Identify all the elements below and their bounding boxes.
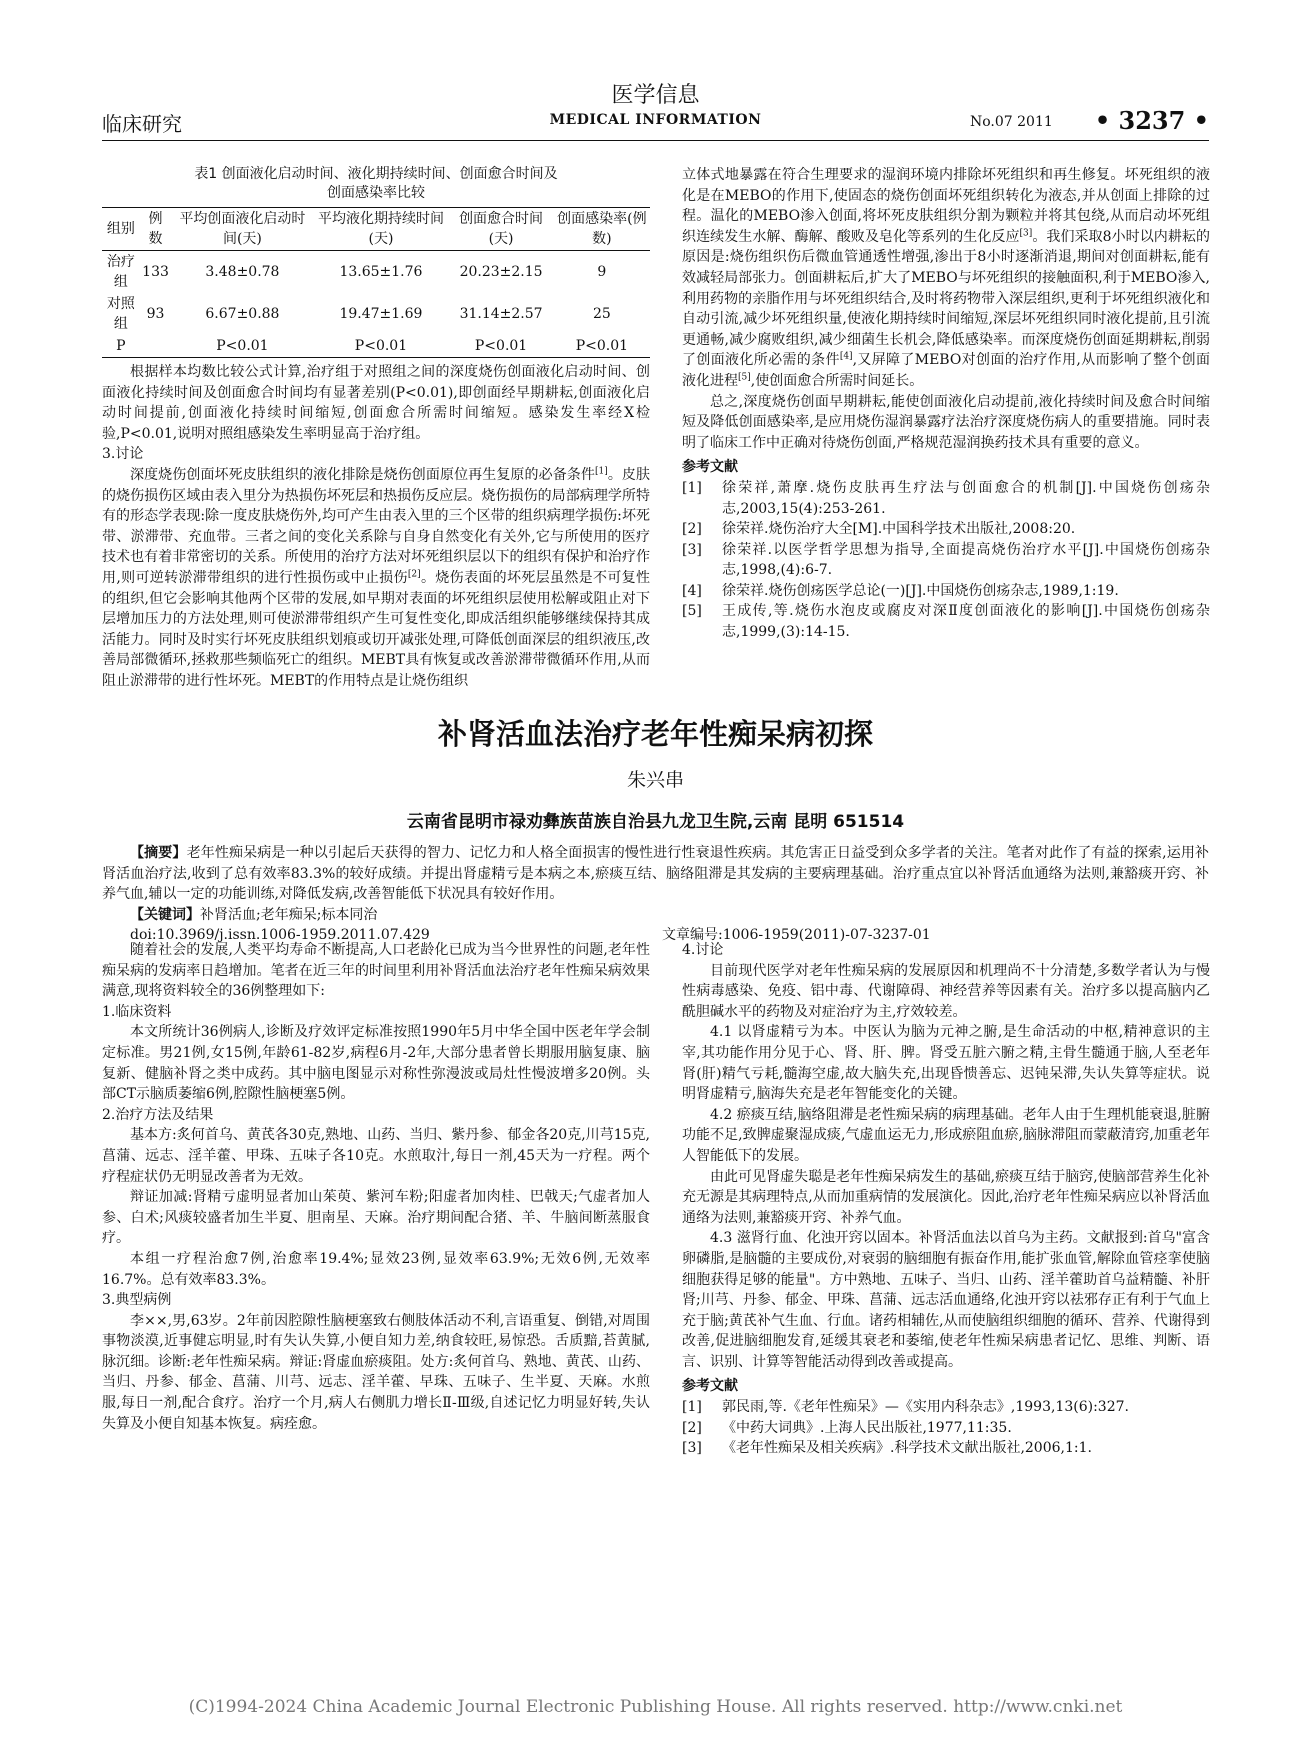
table-cell: 31.14±2.57: [459, 306, 543, 322]
table-cell: 6.67±0.88: [205, 306, 280, 322]
journal-title-en: MEDICAL INFORMATION: [549, 112, 762, 128]
article-title: 补肾活血法治疗老年性痴呆病初探: [437, 717, 873, 751]
table1: [102, 207, 650, 358]
section-name: 临床研究: [102, 112, 182, 136]
paragraph: 立体式地暴露在符合生理要求的湿润环境内排除坏死组织和再生修复。坏死组织的液化是在MEBO的作用下,使固态的烧伤创面坏死组织转化为液态,并从创面上排除的过程。温化的MEBO渗入创面,将坏死皮肤组织分割为颗粒并将其包绕,从而启动坏死组织连续发生水解、酶解、酸败及皂化等系列的生化反应[3]。我们采取8小时以内耕耘的原因是:烧伤组织伤后微血管通透性增强,渗出于8小时逐渐消退,期间对创面耕耘,能有效减轻局部张力。创面耕耘后,扩大了MEBO与坏死组织的接触面积,利于MEBO渗入,利用药物的亲脂作用与坏死组织结合,及时将药物带入深层组织,更利于坏死组织液化和自动引流,减少坏死组织量,使液化期持续时间缩短,深层坏死组织同时液化提前,且引流更通畅,减少腐败组织,减少细菌生长机会,降低感染率。而深度烧伤创面延期耕耘,削弱了创面液化所必需的条件[4],又屏障了MEBO对创面的治疗作用,从而影响了整个创面液化进程[5],使创面愈合所需时间延长。: [682, 167, 1211, 389]
table-cell: 3.48±0.78: [205, 264, 280, 280]
table-cell: 9: [597, 264, 607, 280]
reference-item: [4] 徐荣祥.烧伤创疡医学总论(一)[J].中国烧伤创疡杂志,1989,1:19.: [682, 582, 1119, 599]
paragraph: 根据样本均数比较公式计算,治疗组于对照组之间的深度烧伤创面液化启动时间、创面液化持续时间及创面愈合时间均有显著差别(P<0.01),即创面经早期耕耘,创面液化启动时间提前,创面液化持续时间缩短,创面愈合所需时间缩短。感染发生率经X检验,P<0.01,说明对照组感染发生率明显高于治疗组。: [102, 364, 650, 442]
table-header-cell: 例数: [140, 208, 172, 251]
table-header-cell: 平均创面液化启动时间(天): [171, 208, 313, 251]
paragraph: 4.2 瘀痰互结,脑络阻滞是老性痴呆病的病理基础。老年人由于生理机能衰退,脏腑功能不足,致脾虚聚湿成痰,气虚血运无力,形成瘀阻血瘀,脑脉滞阻而蒙蔽清窍,加重老年人智能低下的发展。: [682, 1106, 1210, 1164]
table-row: [102, 335, 650, 358]
copyright-footer: (C)1994-2024 China Academic Journal Electronic Publishing House. All rights reserved. http://www.cnki.net: [188, 1697, 1123, 1717]
keywords: 【关键词】补肾活血;老年痴呆;标本同治: [130, 906, 378, 923]
article2-left-column: [102, 940, 650, 1434]
paragraph: 李××,男,63岁。2年前因腔隙性脑梗塞致右侧肢体活动不利,言语重复、倒错,对周围事物淡漠,近事健忘明显,时有失认失算,小便自知力差,纳食较旺,易惊恐。舌质黯,苔黄腻,脉沉细。诊断:老年性痴呆病。辩证:肾虚血瘀痰阻。处方:炙何首乌、熟地、黄芪、山药、当归、丹参、郁金、菖蒲、川芎、远志、淫羊藿、早珠、五味子、生半夏、天麻。水煎服,每日一剂,配合食疗。治疗一个月,病人右侧肌力增长Ⅱ-Ⅲ级,自述记忆力明显好转,失认失算及小便自知基本恢复。病痊愈。: [102, 1312, 650, 1432]
citation: [1]: [594, 466, 608, 477]
article1-left-column: [102, 165, 650, 692]
table-cell: P: [102, 335, 140, 358]
table-cell: 对照组: [106, 296, 135, 332]
table-cell: [140, 335, 172, 358]
table-cell: P<0.01: [554, 335, 650, 358]
paragraph: 基本方:炙何首乌、黄芪各30克,熟地、山药、当归、紫丹参、郁金各20克,川芎15克,菖蒲、远志、淫羊藿、甲珠、五味子各10克。水煎取汁,每日一剂,45天为一疗程。两个疗程症状仍无明显改善者为无效。: [102, 1127, 650, 1185]
table-cell: 93: [146, 306, 165, 322]
affiliation: 云南省昆明市禄劝彝族苗族自治县九龙卫生院,云南 昆明 651514: [406, 812, 905, 832]
abstract-block: [102, 843, 1209, 946]
table-header-cell: 创面感染率(例数): [554, 208, 650, 251]
citation: [4]: [839, 351, 853, 362]
journal-title: 医学信息: [611, 83, 700, 108]
paragraph: 目前现代医学对老年性痴呆病的发展原因和机理尚不十分清楚,多数学者认为与慢性病毒感染、免疫、铝中毒、代谢障碍、神经营养等因素有关。治疗多以提高脑内乙酰胆碱水平的药物及对症治疗为主,疗效较差。: [682, 962, 1210, 1020]
paragraph: 4.3 滋肾行血、化浊开窍以固本。补肾活血法以首乌为主药。文献报到:首乌"富含卵磷脂,是脑髓的主要成份,对衰弱的脑细胞有振奋作用,能扩张血管,解除血管痉挛使脑细胞获得足够的能量"。方中熟地、五味子、当归、山药、淫羊藿助首乌益精髓、补肝肾;川芎、丹参、郁金、甲珠、菖蒲、远志活血通络,化浊开窍以祛邪存正有利于气血上充于脑;黄芪补气生血、行血。诸药相辅佐,从而使脑组织细胞的循环、营养、代谢得到改善,促进脑细胞发育,延缓其衰老和萎缩,使老年性痴呆病患者记忆、思维、判断、语言、识别、计算等智能活动得到改善或提高。: [682, 1230, 1210, 1370]
table-row: [102, 293, 650, 335]
header-rule: [102, 140, 1209, 141]
references-heading: 参考文献: [682, 1378, 738, 1395]
table-header-cell: 平均液化期持续时间(天): [314, 208, 449, 251]
citation: [3]: [1019, 228, 1033, 239]
table-cell: P<0.01: [171, 335, 313, 358]
section-heading: 3.讨论: [102, 446, 144, 463]
table-cell: 25: [592, 306, 611, 322]
article-number: 文章编号:1006-1959(2011)-07-3237-01: [662, 927, 931, 944]
running-header: [102, 78, 1209, 138]
citation: [5]: [738, 372, 751, 383]
citation: [2]: [407, 569, 421, 580]
abstract: 【摘要】老年性痴呆病是一种以引起后天获得的智力、记忆力和人格全面损害的慢性进行性衰退性疾病。其危害正日益受到众多学者的关注。笔者对此作了有益的探索,运用补肾活血治疗法,收到了总有效率83.3%的较好成绩。并提出肾虚精亏是本病之本,瘀痰互结、脑络阻滞是其发病的主要病理基础。治疗重点宜以补肾活血通络为法则,兼豁痰开窍、补养气血,辅以一定的功能训练,对降低发病,改善智能低下状况具有较好作用。: [102, 845, 1210, 903]
reference-item: [1] 徐荣祥,萧摩.烧伤皮肤再生疗法与创面愈合的机制[J].中国烧伤创疡杂志,2003,15(4):253-261.: [682, 479, 1210, 517]
table-header-row: [102, 208, 650, 251]
paragraph: 总之,深度烧伤创面早期耕耘,能使创面液化启动提前,液化持续时间及愈合时间缩短及降低创面感染率,是应用烧伤湿润暴露疗法治疗深度烧伤病人的重要措施。同时表明了临床工作中正确对待烧伤创面,严格规范湿润换药技术具有重要的意义。: [682, 393, 1210, 451]
references-list: [682, 478, 1210, 643]
abstract-label: 【摘要】: [130, 845, 187, 861]
table-cell: 20.23±2.15: [459, 264, 543, 280]
article1-right-column: [682, 165, 1210, 643]
reference-item: [1] 郭民雨,等.《老年性痴呆》—《实用内科杂志》,1993,13(6):327.: [682, 1399, 1129, 1416]
paragraph: 本文所统计36例病人,诊断及疗效评定标准按照1990年5月中华全国中医老年学会制定标准。男21例,女15例,年龄61-82岁,病程6月-2年,大部分患者曾长期服用脑复康、脑复新、健脑补肾之类中成药。其中脑电图显示对称性弥漫波或局灶性慢波增多20例。头部CT示脑质萎缩6例,腔隙性脑梗塞5例。: [102, 1024, 650, 1103]
paragraph: 由此可见肾虚失聪是老年性痴呆病发生的基础,瘀痰互结于脑窍,使脑部营养生化补充无源是其病理特点,从而加重病情的发展演化。因此,治疗老年性痴呆病应以补肾活血通络为法则,兼豁痰开窍、补养气血。: [682, 1168, 1210, 1226]
page-number: • 3237 •: [1094, 106, 1209, 135]
table-cell: P<0.01: [314, 335, 449, 358]
table1-caption: 表1 创面液化启动时间、液化期持续时间、创面愈合时间及 创面感染率比较: [194, 166, 558, 201]
table-cell: 19.47±1.69: [339, 306, 423, 322]
reference-item: [2] 《中药大词典》.上海人民出版社,1977,11:35.: [682, 1419, 1012, 1436]
section-heading: 1.临床资料: [102, 1003, 172, 1020]
references-heading: 参考文献: [682, 459, 738, 476]
article2-right-column: [682, 940, 1210, 1459]
reference-item: [5] 王成传,等.烧伤水泡皮或腐皮对深Ⅱ度创面液化的影响[J].中国烧伤创疡杂志,1999,(3):14-15.: [682, 603, 1210, 641]
paragraph: 深度烧伤创面坏死皮肤组织的液化排除是烧伤创面原位再生复原的必备条件[1]。皮肤的烧伤损伤区域由表入里分为热损伤坏死层和热损伤反应层。烧伤损伤的局部病理学所特有的形态学表现:除一度皮肤烧伤外,均可产生由表入里的三个区带的组织病理学损伤:坏死带、淤滞带、充血带。三者之间的变化关系除与自身自然变化有关外,它与所使用的医疗技术也有着非常密切的关系。所使用的治疗方法对坏死组织层以下的组织有保护和治疗作用,则可逆转淤滞带组织的进行性损伤或中止损伤[2]。烧伤表面的坏死层虽然是不可复性的组织,但它会影响其他两个区带的发展,如早期对表面的坏死组织层使用松解或阻止对下层增加压力的方法处理,则可使淤滞带组织产生可复性变化,即成活组织能够继续保持其成活能力。同时及时实行坏死皮肤组织划痕或切开减张处理,可降低创面深层的组织液压,改善局部微循环,拯救那些频临死亡的组织。MEBT具有恢复或改善淤滞带微循环作用,从而阻止淤滞带的进行性坏死。MEBT的作用特点是让烧伤组织: [102, 466, 651, 689]
issue-number: No.07 2011: [970, 114, 1053, 130]
keywords-label: 【关键词】: [130, 906, 200, 923]
section-heading: 2.治疗方法及结果: [102, 1106, 214, 1123]
table-cell: P<0.01: [448, 335, 553, 358]
section-heading: 3.典型病例: [102, 1292, 172, 1309]
section-heading: 4.讨论: [682, 942, 724, 958]
table-cell: 133: [142, 264, 169, 280]
table-row: [102, 251, 650, 294]
table-header-cell: 创面愈合时间(天): [448, 208, 553, 251]
references-list: [682, 1397, 1210, 1459]
table-cell: 治疗组: [106, 254, 135, 290]
doi: doi:10.3969/j.issn.1006-1959.2011.07.429: [130, 927, 430, 944]
reference-item: [3] 《老年性痴呆及相关疾病》.科学技术文献出版社,2006,1:1.: [682, 1440, 1092, 1457]
paragraph: 随着社会的发展,人类平均寿命不断提高,人口老龄化已成为当今世界性的问题,老年性痴呆病的发病率日趋增加。笔者在近三年的时间里利用补肾活血法治疗老年性痴呆病效果满意,现将资料较全的36例整理如下:: [102, 942, 650, 1000]
reference-item: [2] 徐荣祥.烧伤治疗大全[M].中国科学技术出版社,2008:20.: [682, 521, 1076, 538]
paragraph: 本组一疗程治愈7例,治愈率19.4%;显效23例,显效率63.9%;无效6例,无效率16.7%。总有效率83.3%。: [102, 1250, 650, 1288]
reference-item: [3] 徐荣祥.以医学哲学思想为指导,全面提高烧伤治疗水平[J].中国烧伤创疡杂志,1998,(4):6-7.: [682, 541, 1210, 579]
table-cell: 13.65±1.76: [339, 264, 423, 280]
paragraph: 辩证加减:肾精亏虚明显者加山茱萸、紫河车粉;阳虚者加肉桂、巴戟天;气虚者加人参、白术;风痰较盛者加生半夏、胆南星、天麻。治疗期间配合猪、羊、牛脑间断蒸服食疗。: [102, 1189, 650, 1247]
author: 朱兴串: [626, 769, 684, 791]
table-header-cell: 组别: [102, 208, 140, 251]
paragraph: 4.1 以肾虚精亏为本。中医认为脑为元神之腑,是生命活动的中枢,精神意识的主宰,其功能作用分见于心、肾、肝、脾。肾受五脏六腑之精,主骨生髓通于脑,人至老年肾(肝)精气亏耗,髓海空虚,故大脑失充,出现昏愦善忘、迟钝呆滞,失认失算等症状。说明肾虚精亏,脑海失充是老年智能变化的关键。: [682, 1024, 1210, 1103]
